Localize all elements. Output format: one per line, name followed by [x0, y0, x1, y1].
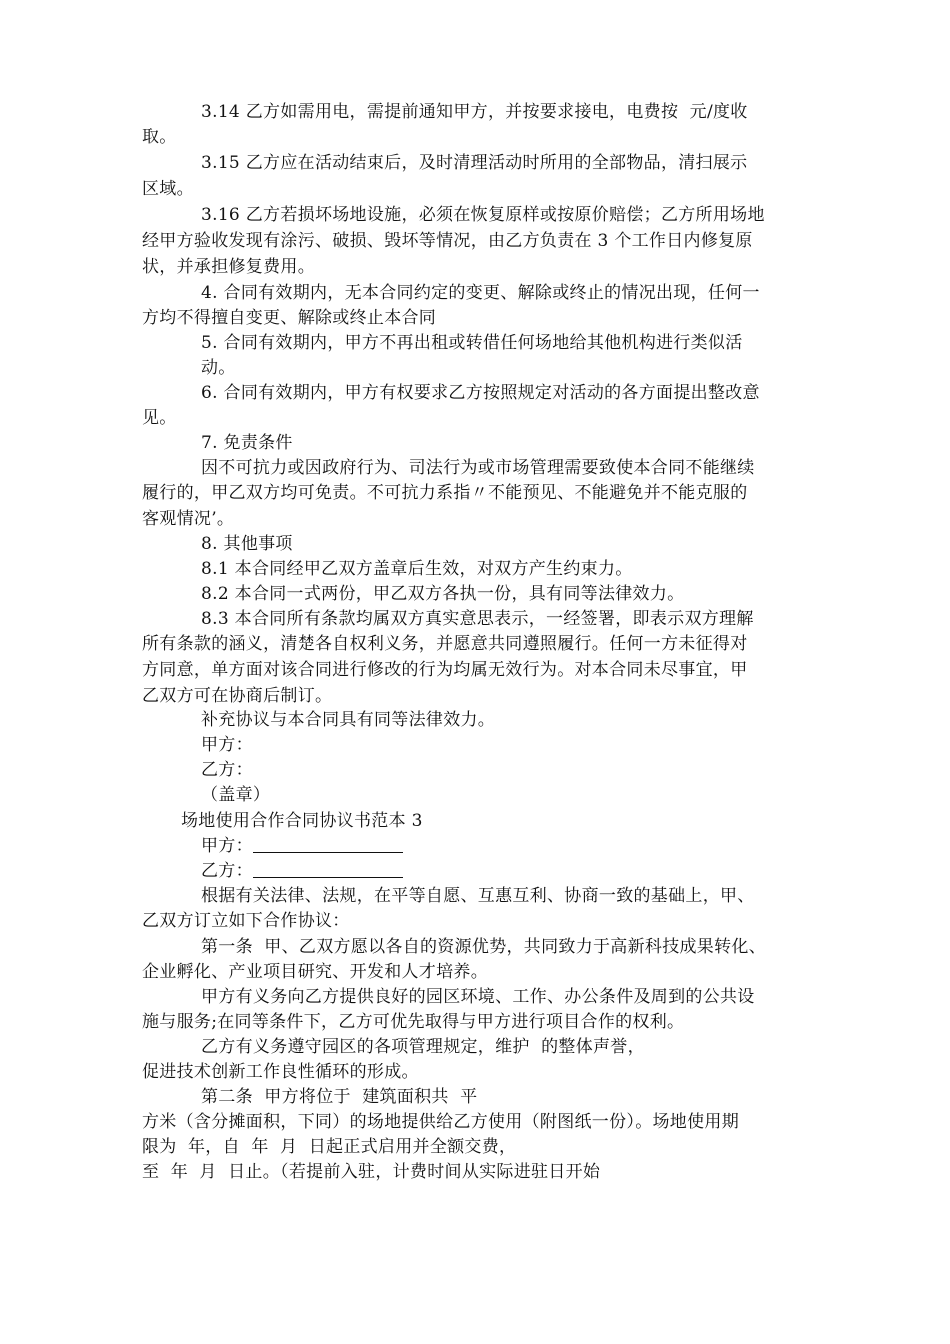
- text-line: 乙双方订立如下合作协议：: [142, 911, 350, 931]
- text-line: 3.14 乙方如需用电，需提前通知甲方，并按要求接电，电费按 元/度收: [201, 102, 748, 122]
- text-line: 客观情况’。: [142, 509, 235, 529]
- text-line: 5. 合同有效期内，甲方不再出租或转借任何场地给其他机构进行类似活: [201, 333, 743, 353]
- seal-label: （盖章）: [201, 785, 271, 805]
- party-b-label: 乙方：: [201, 861, 253, 881]
- party-b-line: [201, 860, 403, 882]
- text-line: 施与服务;在同等条件下，乙方可优先取得与甲方进行项目合作的权利。: [142, 1012, 685, 1032]
- text-line: 3.16 乙方若损坏场地设施，必须在恢复原样或按原价赔偿；乙方所用场地: [201, 205, 765, 225]
- text-line: 区域。: [142, 179, 194, 199]
- text-line: 企业孵化、产业项目研究、开发和人才培养。: [142, 962, 488, 982]
- text-line: 3.15 乙方应在活动结束后，及时清理活动时所用的全部物品，清扫展示: [201, 153, 748, 173]
- text-line: 促进技术创新工作良性循环的形成。: [142, 1062, 419, 1082]
- text-line: 所有条款的涵义，清楚各自权利义务，并愿意共同遵照履行。任何一方未征得对: [142, 634, 748, 654]
- party-a-line: [201, 835, 403, 857]
- party-b-blank-field: [253, 861, 403, 878]
- text-line: 6. 合同有效期内，甲方有权要求乙方按照规定对活动的各方面提出整改意: [201, 383, 760, 403]
- text-line: 8. 其他事项: [201, 534, 293, 554]
- text-line: 乙方有义务遵守园区的各项管理规定，维护 的整体声誉，: [201, 1037, 645, 1057]
- section-title: 场地使用合作合同协议书范本 3: [181, 811, 423, 831]
- signature-label-party-b: 乙方：: [201, 760, 253, 780]
- signature-label-party-a: 甲方：: [201, 735, 253, 755]
- text-line: 见。: [142, 408, 177, 428]
- text-line: 履行的，甲乙双方均可免责。不可抗力系指〃不能预见、不能避免并不能克服的: [142, 483, 748, 503]
- text-line: 4. 合同有效期内，无本合同约定的变更、解除或终止的情况出现，任何一: [201, 283, 760, 303]
- text-line: 方均不得擅自变更、解除或终止本合同: [142, 308, 437, 328]
- text-line: 限为 年，自 年 月 日起正式启用并全额交费，: [142, 1137, 517, 1157]
- text-line: 至 年 月 日止。（若提前入驻，计费时间从实际进驻日开始: [142, 1162, 601, 1182]
- text-line: 甲方有义务向乙方提供良好的园区环境、工作、办公条件及周到的公共设: [201, 987, 755, 1007]
- text-line: 8.3 本合同所有条款均属双方真实意思表示，一经签署，即表示双方理解: [201, 609, 754, 629]
- text-line: 方同意，单方面对该合同进行修改的行为均属无效行为。对本合同未尽事宜，甲: [142, 660, 748, 680]
- text-line: 状，并承担修复费用。: [142, 257, 315, 277]
- text-line: 第一条 甲、乙双方愿以各自的资源优势，共同致力于高新科技成果转化、: [201, 937, 767, 957]
- text-line: 取。: [142, 127, 177, 147]
- text-line: 7. 免责条件: [201, 433, 293, 453]
- text-line: 经甲方验收发现有涂污、破损、毁坏等情况，由乙方负责在 3 个工作日内修复原: [142, 231, 753, 251]
- party-a-label: 甲方：: [201, 836, 253, 856]
- text-line: 补充协议与本合同具有同等法律效力。: [201, 710, 496, 730]
- text-line: 因不可抗力或因政府行为、司法行为或市场管理需要致使本合同不能继续: [201, 458, 755, 478]
- party-a-blank-field: [253, 836, 403, 853]
- text-line: 8.2 本合同一式两份，甲乙双方各执一份，具有同等法律效力。: [201, 584, 685, 604]
- text-line: 动。: [201, 358, 236, 378]
- text-line: 第二条 甲方将位于 建筑面积共 平: [201, 1087, 478, 1107]
- text-line: 8.1 本合同经甲乙双方盖章后生效，对双方产生约束力。: [201, 559, 633, 579]
- text-line: 方米（含分摊面积，下同）的场地提供给乙方使用（附图纸一份）。场地使用期: [142, 1112, 739, 1132]
- text-line: 根据有关法律、法规，在平等自愿、互惠互利、协商一致的基础上，甲、: [201, 886, 755, 906]
- text-line: 乙双方可在协商后制订。: [142, 686, 333, 706]
